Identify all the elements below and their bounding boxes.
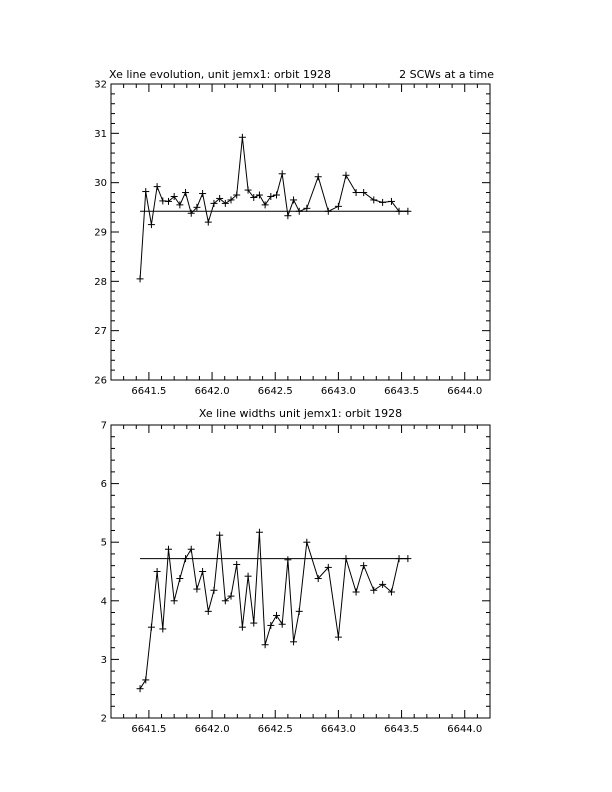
evolution-data-point: [353, 189, 360, 196]
evolution-data-point: [142, 188, 149, 195]
evolution-y-tick-label: 27: [94, 326, 107, 338]
widths-data-point: [216, 532, 223, 539]
widths-data-point: [284, 556, 291, 563]
evolution-data-point: [199, 190, 206, 197]
widths-data-point: [148, 624, 155, 631]
evolution-x-tick-label: 6643.0: [320, 386, 356, 397]
widths-data-point: [188, 546, 195, 553]
widths-x-tick-label: 6642.5: [257, 724, 293, 735]
widths-data-point: [360, 562, 367, 569]
widths-data-point: [210, 587, 217, 594]
widths-y-tick-label: 6: [100, 479, 107, 491]
evolution-x-tick-label: 6643.5: [384, 386, 420, 397]
widths-data-point: [142, 676, 149, 683]
widths-y-tick-label: 5: [100, 537, 107, 549]
widths-data-point: [233, 561, 240, 568]
widths-data-point: [342, 555, 349, 562]
widths-x-tick-label: 6643.5: [384, 724, 420, 735]
widths-x-tick-label: 6641.5: [131, 724, 167, 735]
evolution-data-point: [342, 172, 349, 179]
evolution-data-point: [290, 196, 297, 203]
widths-chart: [101, 407, 490, 735]
evolution-y-tick-label: 28: [94, 276, 107, 288]
evolution-x-tick-label: 6641.5: [131, 386, 167, 397]
widths-data-point: [159, 625, 166, 632]
widths-data-point: [176, 575, 183, 582]
widths-y-tick-label: 2: [100, 713, 107, 725]
widths-title: Xe line widths unit jemx1: orbit 1928: [198, 407, 403, 420]
widths-data-point: [171, 597, 178, 604]
evolution-y-tick-label: 29: [94, 227, 107, 239]
evolution-data-point: [296, 208, 303, 215]
evolution-data-point: [176, 201, 183, 208]
widths-data-point: [193, 586, 200, 593]
evolution-data-point: [273, 192, 280, 199]
evolution-x-tick-label: 6642.0: [194, 386, 230, 397]
widths-data-point: [154, 568, 161, 575]
widths-data-point: [370, 587, 377, 594]
widths-data-point: [396, 555, 403, 562]
evolution-data-point: [262, 201, 269, 208]
widths-data-point: [199, 568, 206, 575]
widths-data-point: [245, 573, 252, 580]
evolution-data-point: [267, 193, 274, 200]
evolution-data-point: [239, 134, 246, 141]
evolution-data-point: [360, 189, 367, 196]
widths-y-tick-label: 7: [100, 420, 107, 432]
widths-data-point: [290, 638, 297, 645]
widths-x-tick-label: 6644.0: [447, 724, 483, 735]
widths-data-point: [137, 685, 144, 692]
widths-data-point: [239, 624, 246, 631]
evolution-y-tick-label: 26: [94, 375, 107, 387]
widths-x-tick-label: 6642.0: [194, 724, 230, 735]
widths-plot-frame: [111, 425, 490, 718]
evolution-data-point: [148, 221, 155, 228]
evolution-data-point: [325, 208, 332, 215]
evolution-data-point: [205, 219, 212, 226]
evolution-title: Xe line evolution, unit jemx1: orbit 1928: [109, 68, 331, 81]
evolution-data-point: [303, 205, 310, 212]
widths-data-point: [335, 634, 342, 641]
widths-x-tick-label: 6643.0: [320, 724, 356, 735]
widths-y-tick-label: 3: [100, 654, 107, 666]
widths-data-point: [267, 622, 274, 629]
evolution-y-tick-label: 32: [94, 79, 107, 91]
evolution-data-point: [404, 208, 411, 215]
evolution-x-tick-label: 6642.5: [257, 386, 293, 397]
widths-data-point: [404, 555, 411, 562]
evolution-data-point: [137, 275, 144, 282]
evolution-data-point: [335, 203, 342, 210]
evolution-title-right: 2 SCWs at a time: [399, 68, 494, 81]
widths-data-point: [296, 608, 303, 615]
widths-y-tick-label: 4: [100, 596, 107, 608]
evolution-chart: [94, 68, 494, 397]
widths-data-point: [273, 612, 280, 619]
evolution-data-point: [284, 212, 291, 219]
evolution-y-tick-label: 31: [94, 128, 107, 140]
widths-data-point: [250, 620, 257, 627]
evolution-data-point: [182, 189, 189, 196]
widths-data-point: [256, 529, 263, 536]
evolution-x-tick-label: 6644.0: [447, 386, 483, 397]
widths-data-point: [262, 641, 269, 648]
evolution-y-tick-label: 30: [94, 178, 107, 190]
widths-data-point: [182, 555, 189, 562]
evolution-data-point: [315, 173, 322, 180]
widths-data-point: [353, 589, 360, 596]
widths-data-point: [205, 608, 212, 615]
evolution-data-point: [379, 199, 386, 206]
widths-series-line: [140, 532, 408, 689]
widths-data-point: [279, 621, 286, 628]
evolution-data-point: [279, 170, 286, 177]
evolution-data-point: [154, 183, 161, 190]
widths-data-point: [165, 546, 172, 553]
evolution-plot-frame: [111, 84, 490, 380]
widths-data-point: [303, 539, 310, 546]
